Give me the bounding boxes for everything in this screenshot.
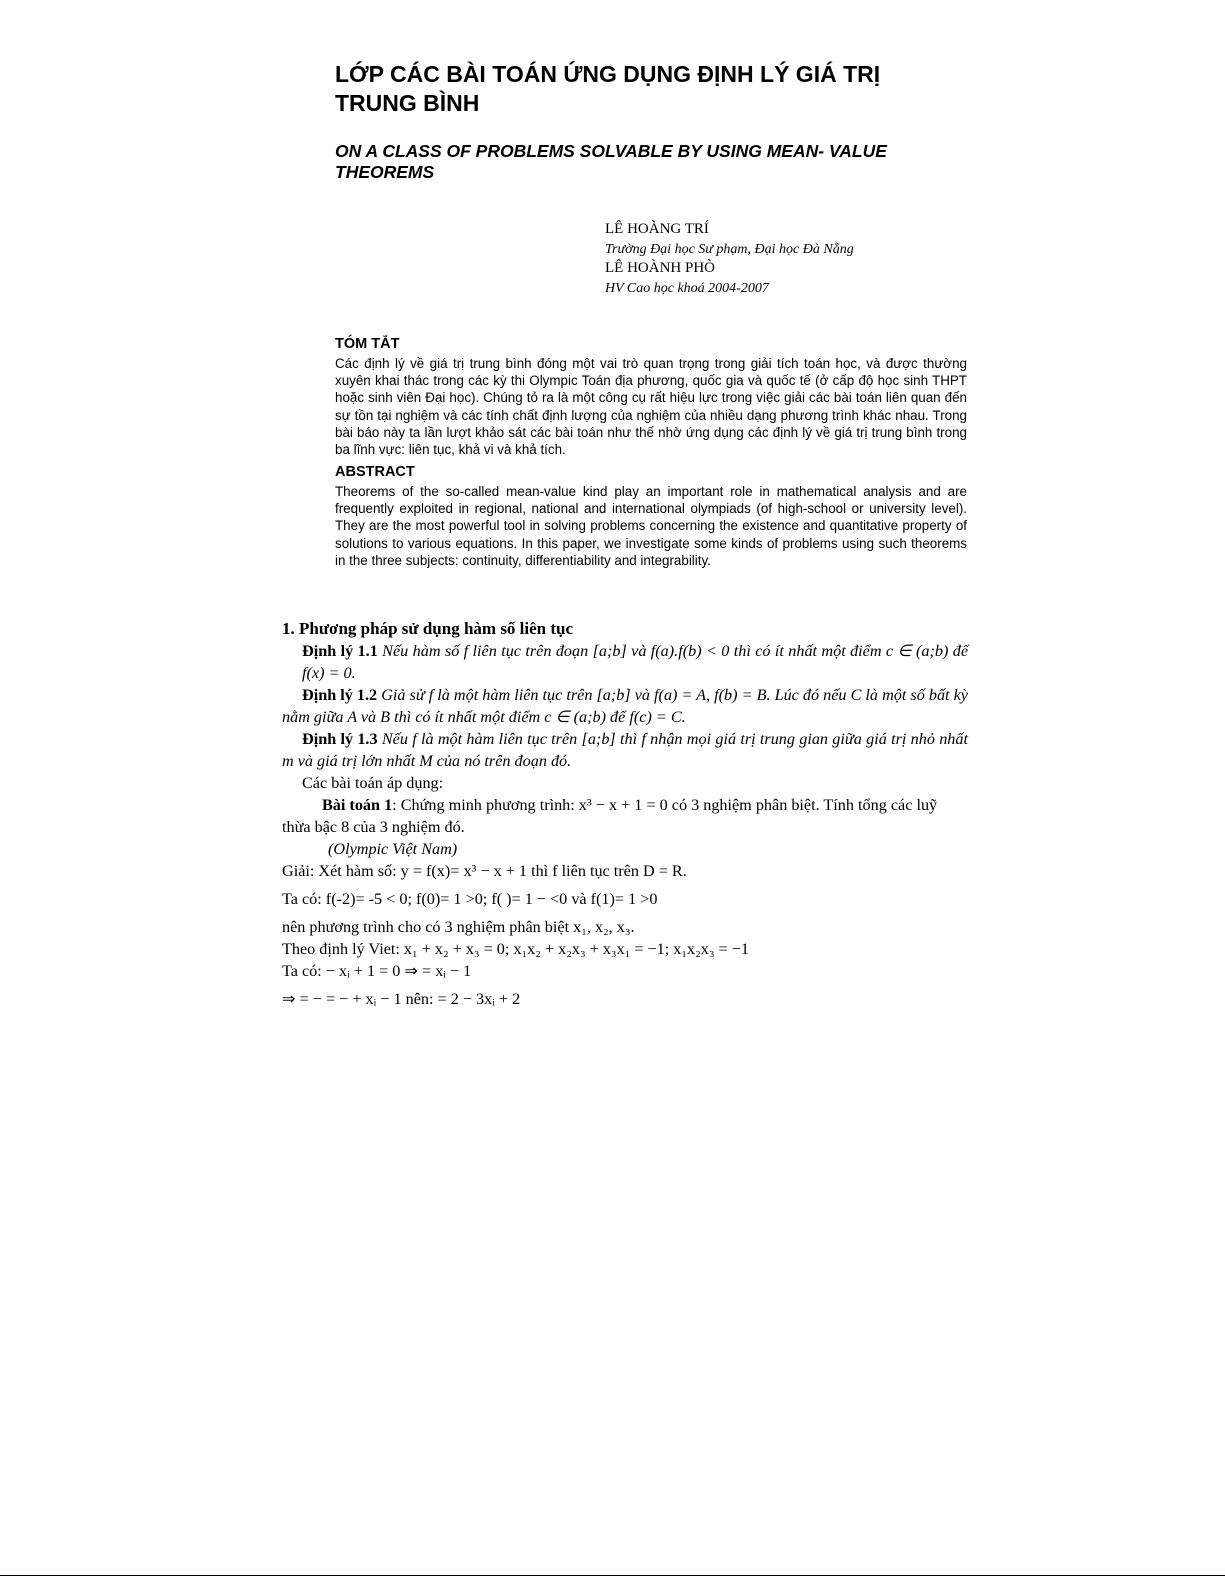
solution-line-2: Ta có: f(-2)= -5 < 0; f(0)= 1 >0; f( )= 1 − <0 và f(1)= 1 >0	[282, 890, 658, 908]
author-name-1: LÊ HOÀNG TRÍ	[605, 221, 709, 237]
title-line-2: TRUNG BÌNH	[335, 90, 480, 116]
tomtat-section	[335, 335, 967, 458]
theorem-1-1-label: Định lý 1.1	[302, 642, 378, 660]
title-english	[335, 141, 975, 183]
section-1	[282, 618, 968, 1010]
theorem-1-1-text: Nếu hàm số f liên tục trên đoạn [a;b] và f(a).f(b) < 0 thì có ít nhất một điểm c ∈ (a;b) để f(x) = 0.	[302, 642, 968, 682]
author-block	[605, 220, 965, 298]
solution-line-6: ⇒ = − = − + xᵢ − 1 nên: = 2 − 3xᵢ + 2	[282, 990, 521, 1008]
title-line-1: LỚP CÁC BÀI TOÁN ỨNG DỤNG ĐỊNH LÝ GIÁ TRỊ	[335, 61, 881, 87]
subtitle-line-2: THEOREMS	[335, 162, 435, 182]
theorem-1-3-label: Định lý 1.3	[302, 730, 378, 748]
theorem-1-2-text: Giả sử f là một hàm liên tục trên [a;b] và f(a) = A, f(b) = B. Lúc đó nếu C là một số bất kỳ nằm giữa A và B thì có ít nhất một điểm c ∈ (a;b) để f(c) = C.	[282, 686, 968, 726]
subtitle-line-1: ON A CLASS OF PROBLEMS SOLVABLE BY USING MEAN- VALUE	[335, 141, 887, 161]
problem-1	[282, 794, 968, 838]
theorem-1-3	[282, 728, 968, 772]
author-name-2: LÊ HOÀNH PHÒ	[605, 260, 715, 276]
section-1-heading: 1. Phương pháp sử dụng hàm số liên tục	[282, 619, 574, 638]
title-vietnamese	[335, 60, 975, 118]
theorem-1-1	[282, 640, 968, 684]
theorem-1-2-label: Định lý 1.2	[302, 686, 378, 704]
problem-1-text: : Chứng minh phương trình: x³ − x + 1 = 0 có 3 nghiệm phân biệt. Tính tổng các luỹ thừa bậc 8 của 3 nghiệm đó.	[282, 796, 938, 836]
abstract-text: Theorems of the so-called mean-value kind play an important role in mathematical analysis and are frequently exploited in regional, national and international olympiads (of high-school or university level). They are the most powerful tool in solving problems concerning the existence and quantitative property of solutions to various equations. In this paper, we investigate some kinds of problems using such theorems in the three subjects: continuity, differentiability and integrability.	[335, 484, 967, 568]
tomtat-text: Các định lý về giá trị trung bình đóng một vai trò quan trọng trong giải tích toán học, và được thường xuyên khai thác trong các kỳ thi Olympic Toán địa phương, quốc gia và quốc tế (ở cấp độ học sinh THPT hoặc sinh viên Đại học). Chúng tỏ ra là một công cụ rất hiệu lực trong việc giải các bài toán liên quan đến sự tồn tại nghiệm và các tính chất định lượng của nghiệm của nhiều dạng phương trình khác nhau. Trong bài báo này ta lần lượt khảo sát các bài toán như thế nhờ ứng dụng các định lý về giá trị trung bình trong ba lĩnh vực: liên tục, khả vi và khả tích.	[335, 356, 967, 458]
problem-1-label: Bài toán 1	[322, 796, 393, 814]
page-bottom-rule	[0, 1575, 1225, 1576]
tomtat-heading: TÓM TẮT	[335, 336, 400, 352]
abstract-heading: ABSTRACT	[335, 464, 415, 480]
solution-line-3: nên phương trình cho có 3 nghiệm phân biệt x₁, x₂, x₃.	[282, 918, 635, 936]
solution-line-5: Ta có: − xᵢ + 1 = 0 ⇒ = xᵢ − 1	[282, 962, 472, 980]
applied-problems-intro: Các bài toán áp dụng:	[302, 774, 444, 792]
theorem-1-3-text: Nếu f là một hàm liên tục trên [a;b] thì f nhận mọi giá trị trung gian giữa giá trị nhỏ nhất m và giá trị lớn nhất M của nó trên đoạn đó.	[282, 730, 968, 770]
abstract-section	[335, 463, 967, 569]
solution-line-4: Theo định lý Viet: x₁ + x₂ + x₃ = 0; x₁x₂ + x₂x₃ + x₃x₁ = −1; x₁x₂x₃ = −1	[282, 940, 749, 958]
solution-line-1: Giải: Xét hàm số: y = f(x)= x³ − x + 1 thì f liên tục trên D = R.	[282, 862, 687, 880]
problem-1-source: (Olympic Việt Nam)	[328, 840, 458, 858]
author-affiliation-2: HV Cao học khoá 2004-2007	[605, 280, 769, 296]
theorem-1-2	[282, 684, 968, 728]
author-affiliation-1: Trường Đại học Sư phạm, Đại học Đà Nẵng	[605, 241, 854, 257]
